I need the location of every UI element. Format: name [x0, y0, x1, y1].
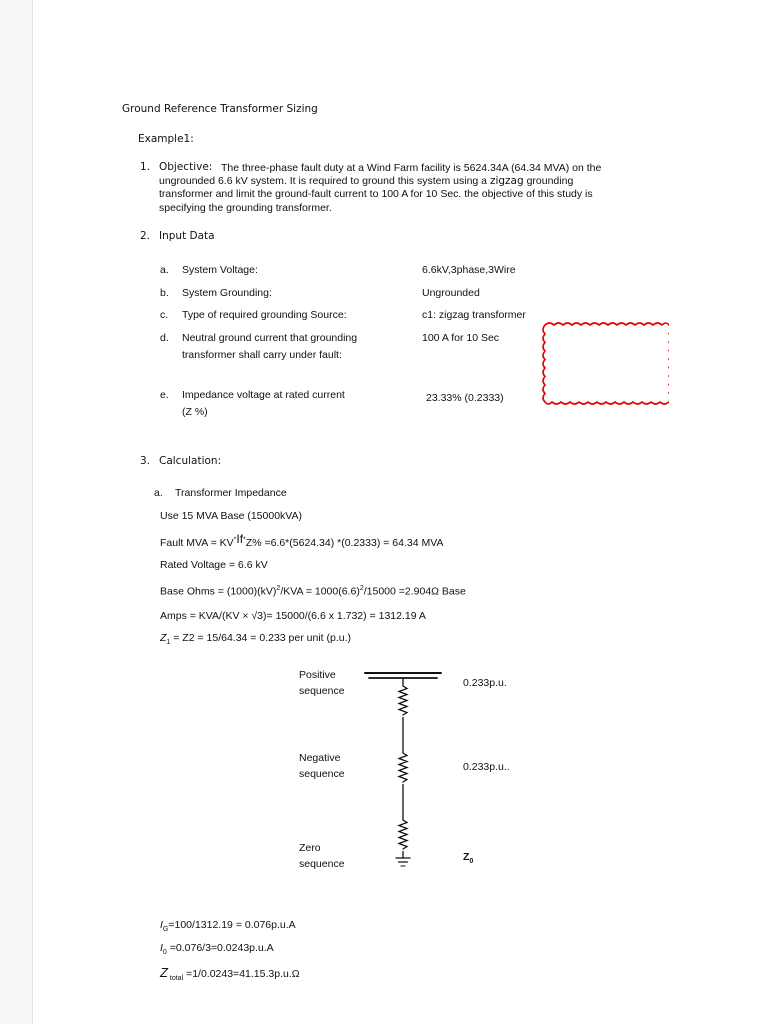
item-d-label-cont: transformer shall carry under fault:: [182, 349, 342, 361]
item-a-label: System Voltage:: [182, 264, 258, 276]
objective-text: grounding: [526, 175, 574, 187]
positive-label-1: Positive: [299, 669, 336, 681]
section3-label: Calculation:: [159, 455, 222, 467]
positive-value: 0.233p.u.: [463, 677, 507, 689]
cloud-annotation[interactable]: [541, 321, 669, 405]
negative-resistor-icon: [399, 753, 407, 782]
objective-text: ungrounded 6.6 kV system. It is required to ground this system using a: [159, 175, 488, 187]
item-e-label-cont: (Z %): [182, 406, 208, 418]
item-c-letter: c.: [160, 309, 169, 321]
calc-text: Fault MVA = KV: [160, 537, 234, 549]
item-e-label: Impedance voltage at rated current: [182, 389, 345, 401]
objective-line-3: transformer and limit the ground-fault current to 100 A for 10 Sec. the objective of this study is: [159, 188, 593, 200]
zero-label-1: Zero: [299, 842, 321, 854]
calc-text: *: [243, 536, 246, 544]
result-i0: [160, 942, 274, 956]
result-text: total: [167, 975, 184, 983]
negative-label-1: Negative: [299, 752, 341, 764]
positive-label-2: sequence: [299, 685, 345, 697]
item-c-label: Type of required grounding Source:: [182, 309, 347, 321]
calc-text: /KVA = 1000(6.6): [280, 585, 360, 598]
result-ig: [160, 919, 296, 933]
item-e-letter: e.: [160, 389, 169, 401]
zero-value: [463, 851, 473, 865]
sub-a-label: Transformer Impedance: [175, 487, 287, 499]
calc-text: 2: [359, 585, 364, 592]
zigzag-word: zigzag: [489, 175, 524, 187]
calc-text: 1: [166, 639, 171, 647]
sub-a-letter: a.: [154, 487, 163, 499]
result-text: I: [160, 942, 163, 954]
example-heading: Example1:: [138, 133, 194, 145]
objective-line-2: [159, 175, 573, 187]
item-d-label: Neutral ground current that grounding: [182, 332, 358, 344]
item-d-value: 100 A for 10 Sec: [422, 332, 500, 344]
item-b-label: System Grounding:: [182, 287, 272, 299]
objective-line-1: The three-phase fault duty at a Wind Farm facility is 5624.34A (64.34 MVA) on the: [221, 162, 602, 174]
item-b-letter: b.: [160, 287, 169, 299]
calc-base-ohms: [160, 585, 466, 598]
calc-text: = Z2 = 15/64.34 = 0.233 per unit (p.u.): [170, 632, 351, 644]
sequence-network-diagram: [353, 668, 453, 878]
calc-amps: Amps = KVA/(KV × √3)= 15000/(6.6 x 1.732) = 1312.19 A: [160, 610, 426, 622]
item-d-letter: d.: [160, 332, 169, 344]
negative-value: 0.233p.u..: [463, 761, 510, 773]
calc-text: /15000 =2.904Ω Base: [363, 585, 466, 598]
result-text: Z: [160, 965, 168, 980]
calc-rated-voltage: Rated Voltage = 6.6 kV: [160, 559, 268, 571]
negative-label-2: sequence: [299, 768, 345, 780]
section1-number: 1.: [140, 161, 151, 173]
calc-fault-mva: [160, 532, 443, 549]
positive-resistor-icon: [399, 686, 407, 715]
zero-label-2: sequence: [299, 858, 345, 870]
item-b-value: Ungrounded: [422, 287, 480, 299]
item-a-letter: a.: [160, 264, 169, 276]
result-text: 0: [162, 949, 167, 957]
calc-text: If: [236, 532, 244, 546]
calc-text: Z% =6.6*(5624.34) *(0.2333) = 64.34 MVA: [245, 537, 444, 549]
zero-value-text: Z: [463, 851, 470, 863]
item-a-value: 6.6kV,3phase,3Wire: [422, 264, 516, 276]
section2-number: 2.: [140, 230, 151, 242]
result-text: =1/0.0243=41.15.3p.u.Ω: [183, 968, 300, 980]
section1-label: Objective:: [159, 161, 213, 173]
zero-resistor-icon: [399, 820, 407, 849]
zero-value-sub: 0: [469, 858, 474, 866]
objective-line-4: specifying the grounding transformer.: [159, 202, 332, 214]
section2-label: Input Data: [159, 230, 215, 242]
result-text: G: [162, 926, 169, 934]
document-page: [32, 0, 768, 1024]
calc-text: *: [233, 536, 237, 544]
result-z-total: [160, 965, 300, 982]
calc-text: 2: [276, 585, 281, 592]
item-c-value: c1: zigzag transformer: [422, 309, 526, 321]
section3-number: 3.: [140, 455, 151, 467]
result-text: =100/1312.19 = 0.076p.u.A: [168, 919, 296, 931]
item-e-value: 23.33% (0.2333): [426, 392, 504, 404]
document-title: Ground Reference Transformer Sizing: [122, 103, 318, 115]
calc-text: Z: [160, 632, 167, 644]
result-text: I: [160, 919, 163, 931]
calc-base: Use 15 MVA Base (15000kVA): [160, 510, 303, 522]
result-text: =0.076/3=0.0243p.u.A: [166, 942, 274, 954]
calc-z1: [160, 632, 351, 646]
calc-text: Base Ohms = (1000)(kV): [160, 585, 277, 598]
